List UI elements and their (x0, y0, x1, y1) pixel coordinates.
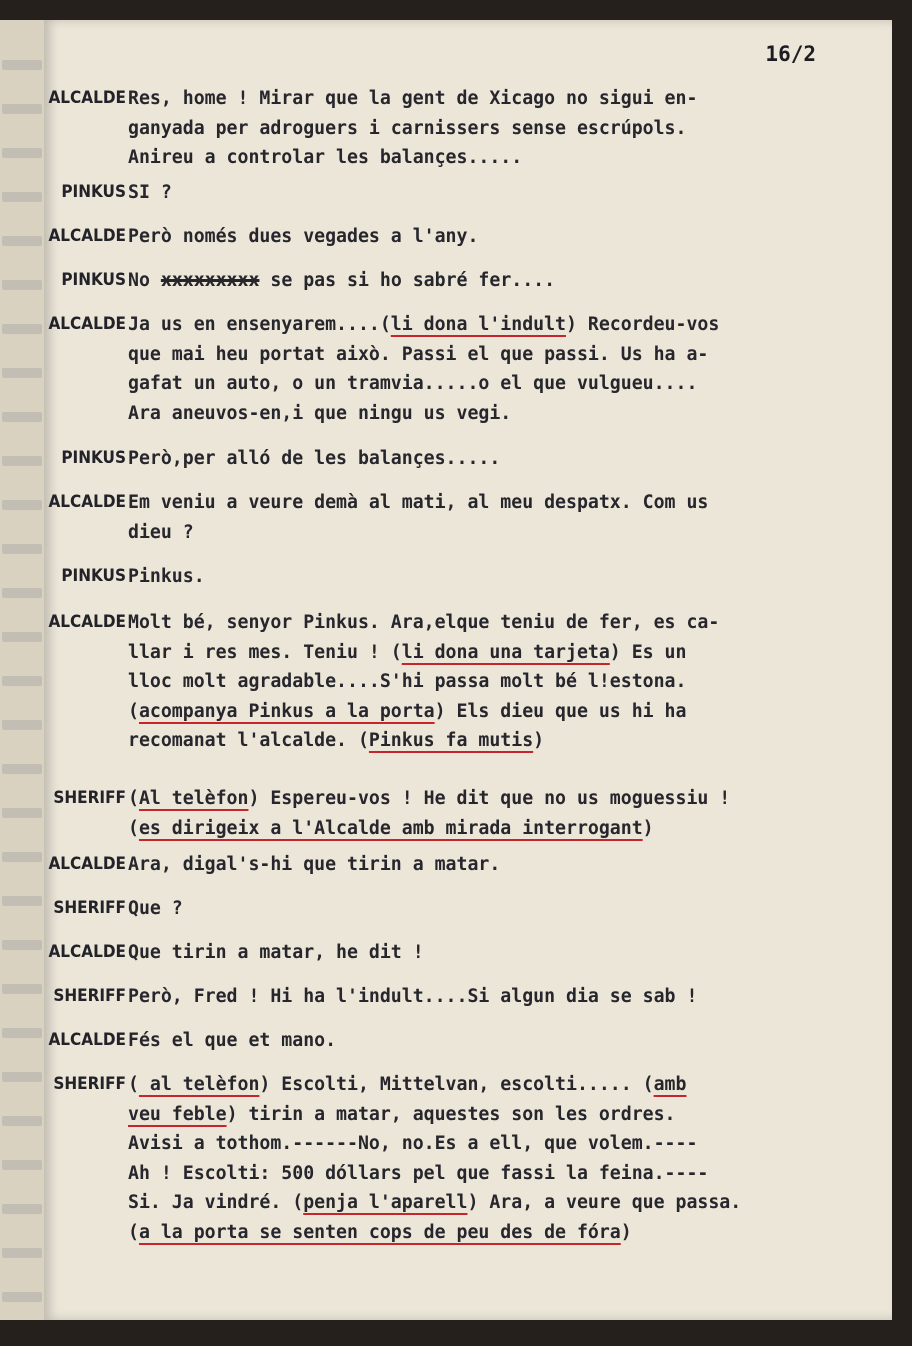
dialogue-text: Fés el que et mano. (128, 1030, 337, 1051)
dialogue-block (128, 562, 888, 592)
dialogue-text: ) Escolti, Mittelvan, escolti..... ( (259, 1074, 654, 1095)
ghost-text-mark (2, 852, 42, 862)
dialogue-text: Ara aneuvos-en,i que ningu us vegi. (128, 402, 512, 424)
dialogue-text: No (128, 270, 161, 291)
dialogue-block (128, 938, 888, 968)
dialogue-block (128, 84, 888, 173)
dialogue-line (128, 488, 888, 518)
dialogue-line (128, 444, 888, 474)
ghost-text-mark (2, 1204, 42, 1214)
dialogue-text: ganyada per adroguers i carnissers sense escrúpols. (128, 117, 687, 139)
speaker-name: SHERIFF (53, 986, 126, 1006)
speaker-name: ALCALDE (48, 942, 126, 962)
dialogue-block (128, 488, 888, 547)
dialogue-text: ) tirin a matar, aquestes son les ordres. (226, 1103, 676, 1125)
dialogue-line (128, 697, 888, 727)
ghost-text-mark (2, 368, 42, 378)
dialogue-text: Avisi a tothom.------No, no.Es a ell, que volem.---- (128, 1133, 698, 1154)
stage-direction-underlined: veu feble (128, 1103, 227, 1125)
stage-direction-underlined: acompanya Pinkus a la porta (138, 700, 435, 722)
dialogue-block (128, 266, 888, 296)
ghost-text-mark (2, 60, 42, 70)
dialogue-block (128, 784, 888, 843)
speaker-name: ALCALDE (48, 854, 126, 874)
dialogue-line (128, 1188, 888, 1218)
dialogue-line (128, 982, 888, 1012)
stage-direction-underlined: al telèfon (138, 1074, 260, 1095)
dialogue-text: ) (620, 1221, 632, 1243)
speaker-name: PINKUS (61, 270, 126, 290)
dialogue-line (128, 726, 888, 756)
dialogue-line (128, 1218, 888, 1248)
dialogue-line (128, 850, 888, 880)
ghost-text-mark (2, 808, 42, 818)
dialogue-text: recomanat l'alcalde. ( (128, 730, 369, 751)
ghost-text-mark (2, 1116, 42, 1126)
dialogue-block (128, 178, 888, 208)
dialogue-text: Però, Fred ! Hi ha l'indult....Si algun dia se sab ! (128, 986, 698, 1007)
dialogue-text: Pinkus. (128, 566, 205, 587)
ghost-text-mark (2, 544, 42, 554)
speaker-name: PINKUS (61, 182, 126, 202)
dialogue-line (128, 114, 888, 144)
dialogue-line (128, 667, 888, 697)
dialogue-block (128, 444, 888, 474)
ghost-text-mark (2, 456, 42, 466)
speaker-name: SHERIFF (53, 788, 126, 808)
dialogue-line (128, 894, 888, 924)
ghost-text-mark (2, 280, 42, 290)
dialogue-line (128, 143, 888, 173)
dialogue-line (128, 1100, 888, 1130)
stage-direction-underlined: li dona una tarjeta (401, 641, 610, 663)
dialogue-text: ( (128, 700, 139, 722)
stage-direction-underlined: amb (653, 1074, 687, 1095)
dialogue-line (128, 266, 888, 296)
dialogue-line (128, 1129, 888, 1159)
speaker-name: ALCALDE (48, 612, 126, 632)
dialogue-line (128, 784, 888, 814)
dialogue-text: Anireu a controlar les balançes..... (128, 147, 523, 168)
ghost-text-mark (2, 1292, 42, 1302)
dialogue-text: llar i res mes. Teniu ! ( (128, 641, 402, 663)
dialogue-text: ) (642, 817, 654, 839)
dialogue-text: Que tirin a matar, he dit ! (128, 942, 424, 963)
ghost-text-mark (2, 148, 42, 158)
dialogue-block (128, 982, 888, 1012)
dialogue-text: Res, home ! Mirar que la gent de Xicago no sigui en- (128, 88, 698, 109)
dialogue-text: ( (128, 817, 139, 839)
speaker-name: ALCALDE (48, 226, 126, 246)
speaker-name: ALCALDE (48, 1030, 126, 1050)
stage-direction-underlined: Pinkus fa mutis (368, 730, 534, 751)
page-number: 16/2 (765, 42, 816, 66)
ghost-text-mark (2, 940, 42, 950)
dialogue-line (128, 518, 888, 548)
dialogue-line (128, 814, 888, 844)
dialogue-text: Però,per alló de les balançes..... (128, 448, 501, 469)
ghost-text-mark (2, 984, 42, 994)
dialogue-block (128, 1026, 888, 1056)
dialogue-text: Ara, digal's-hi que tirin a matar. (128, 854, 501, 875)
dialogue-block (128, 850, 888, 880)
dialogue-line (128, 369, 888, 399)
speaker-name: PINKUS (61, 448, 126, 468)
struck-text: xxxxxxxxx (160, 270, 260, 291)
dialogue-block (128, 608, 888, 756)
dialogue-line (128, 340, 888, 370)
ghost-text-mark (2, 500, 42, 510)
dialogue-line (128, 1070, 888, 1100)
dialogue-line (128, 178, 888, 208)
ghost-text-mark (2, 1072, 42, 1082)
ghost-text-mark (2, 192, 42, 202)
ghost-text-mark (2, 412, 42, 422)
dialogue-text: Però només dues vegades a l'any. (128, 226, 479, 247)
ghost-text-mark (2, 720, 42, 730)
dialogue-block (128, 1070, 888, 1247)
dialogue-block (128, 310, 888, 428)
ghost-text-mark (2, 764, 42, 774)
stage-direction-underlined: a la porta se senten cops de peu des de fóra (138, 1221, 621, 1243)
ghost-text-mark (2, 104, 42, 114)
dialogue-line (128, 222, 888, 252)
dialogue-line (128, 562, 888, 592)
dialogue-text: ) Ara, a veure que passa. (467, 1192, 742, 1213)
dialogue-line (128, 938, 888, 968)
dialogue-text: Que ? (128, 898, 183, 919)
ghost-text-mark (2, 632, 42, 642)
stage-direction-underlined: Al telèfon (138, 788, 249, 809)
stage-direction-underlined: es dirigeix a l'Alcalde amb mirada interrogant (138, 817, 643, 839)
speaker-name: ALCALDE (48, 492, 126, 512)
speaker-name: SHERIFF (53, 1074, 126, 1094)
dialogue-line (128, 1026, 888, 1056)
dialogue-text: se pas si ho sabré fer.... (259, 270, 556, 291)
dialogue-text: ) Espereu-vos ! He dit que no us moguessiu ! (248, 788, 731, 809)
dialogue-line (128, 608, 888, 638)
dialogue-block (128, 894, 888, 924)
ghost-text-mark (2, 676, 42, 686)
dialogue-text: gafat un auto, o un tramvia.....o el que vulgueu.... (128, 373, 698, 394)
speaker-name: ALCALDE (48, 314, 126, 334)
dialogue-line (128, 84, 888, 114)
dialogue-text: ( (128, 1074, 139, 1095)
ghost-text-mark (2, 236, 42, 246)
dialogue-text: que mai heu portat això. Passi el que passi. Us ha a- (128, 343, 709, 365)
dialogue-line (128, 638, 888, 668)
previous-page-edge (0, 20, 46, 1320)
ghost-text-mark (2, 896, 42, 906)
dialogue-text: Ja us en ensenyarem....( (128, 314, 391, 335)
dialogue-text: lloc molt agradable....S'hi passa molt bé l!estona. (128, 671, 687, 692)
stage-direction-underlined: penja l'aparell (303, 1192, 468, 1213)
dialogue-text: SI ? (128, 182, 172, 203)
dialogue-text: ) (533, 730, 545, 751)
dialogue-text: dieu ? (128, 521, 194, 543)
dialogue-text: Si. Ja vindré. ( (128, 1192, 304, 1213)
script-page (44, 20, 892, 1320)
dialogue-text: Em veniu a veure demà al mati, al meu despatx. Com us (128, 492, 709, 513)
ghost-text-mark (2, 1028, 42, 1038)
ghost-text-mark (2, 1160, 42, 1170)
speaker-name: PINKUS (61, 566, 126, 586)
dialogue-text: ) Es un (609, 641, 687, 663)
speaker-name: ALCALDE (48, 88, 126, 108)
ghost-text-mark (2, 1248, 42, 1258)
dialogue-line (128, 310, 888, 340)
dialogue-block (128, 222, 888, 252)
ghost-text-mark (2, 324, 42, 334)
dialogue-line (128, 1159, 888, 1189)
dialogue-text: ) Recordeu-vos (566, 314, 720, 335)
dialogue-text: ( (128, 788, 139, 809)
stage-direction-underlined: li dona l'indult (390, 314, 566, 335)
dialogue-text: ( (128, 1221, 139, 1243)
ghost-text-mark (2, 588, 42, 598)
dialogue-text: ) Els dieu que us hi ha (434, 700, 687, 722)
speaker-name: SHERIFF (53, 898, 126, 918)
dialogue-text: Molt bé, senyor Pinkus. Ara,elque teniu de fer, es ca- (128, 612, 720, 633)
dialogue-text: Ah ! Escolti: 500 dóllars pel que fassi la feina.---- (128, 1162, 709, 1184)
dialogue-line (128, 399, 888, 429)
